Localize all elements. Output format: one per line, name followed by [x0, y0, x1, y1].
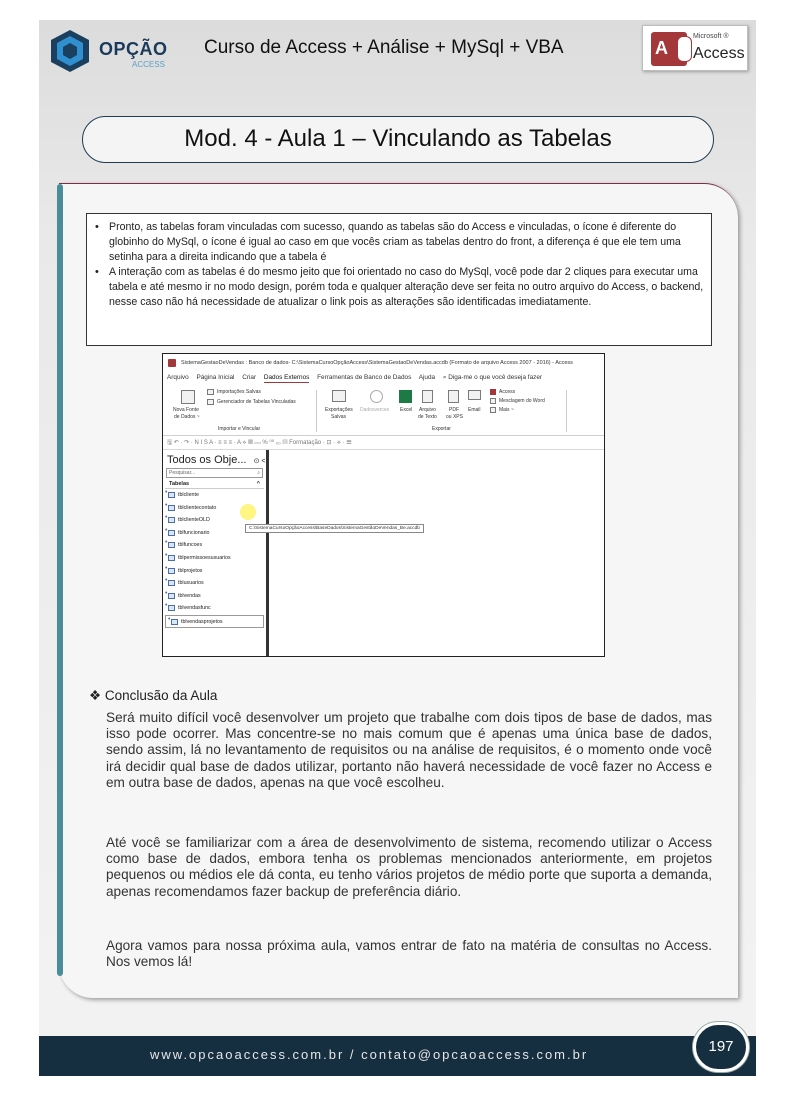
- bullet-item: • A interação com as tabelas é do mesmo jeito que foi orientado no caso do MySql, você pode dar 2 cliques para executar uma tabela e até mesmo ir no modo design, porém toda e qualquer alteração deve ser feita no outro arquivo do Access, o backend, nesse caso não há necessidade de atualizar o link pois as alterações são identificadas imediatamente.: [109, 265, 705, 310]
- search-icon[interactable]: ⌕: [257, 470, 260, 476]
- linked-table-item[interactable]: [163, 552, 266, 565]
- access-screenshot: [162, 353, 605, 657]
- de-texto-label[interactable]: de Texto: [418, 414, 437, 420]
- more-icon: [490, 407, 496, 413]
- email-icon[interactable]: [468, 390, 481, 400]
- arquivo-label[interactable]: Arquivo: [419, 407, 436, 413]
- conclusion-paragraph: Agora vamos para nossa próxima aula, vamos entrar de fato na matéria de consultas no Access. Nos vemos lá!: [106, 938, 712, 970]
- table-name: tblusuarios: [178, 580, 204, 587]
- pdf-icon[interactable]: [448, 390, 459, 403]
- conclusion-heading: ❖ Conclusão da Aula: [89, 688, 218, 703]
- page-number-badge: [693, 1022, 749, 1072]
- tab-arquivo[interactable]: Arquivo: [167, 374, 189, 381]
- linked-table-icon: [168, 593, 175, 599]
- logo-subtext: ACCESS: [132, 60, 165, 69]
- dadosvercos-label: Dadosverces: [360, 407, 390, 413]
- module-title-box: [82, 116, 714, 163]
- footer-contact: www.opcaoaccess.com.br / contato@opcaoaccess.com.br: [150, 1047, 589, 1062]
- linked-table-icon: [168, 555, 175, 561]
- page-footer: [39, 1036, 756, 1076]
- window-title: SistemaGestaoDeVendas : Banco de dados- C:\SistemaCursoOpçãoAccess\SistemaGestaoDeVendas.accdb (Formato de arquivo Access 2007 - 2016) - Access: [181, 360, 573, 366]
- linked-table-icon: [168, 542, 175, 548]
- group-export-label: Exportar: [432, 426, 451, 432]
- new-data-source-icon[interactable]: [181, 390, 195, 404]
- table-name: tblvendas: [178, 592, 201, 599]
- linked-table-icon: [168, 530, 175, 536]
- ou-xps-label[interactable]: ou XPS: [446, 414, 463, 420]
- nav-pane-title: Todos os Obje...: [167, 454, 247, 466]
- linked-table-icon: [168, 605, 175, 611]
- microsoft-label: Microsoft ®: [693, 33, 729, 40]
- tables-group-header[interactable]: [165, 478, 264, 489]
- de-dados-label[interactable]: de Dados ~: [174, 414, 200, 420]
- table-name: tblclienteOLD: [178, 517, 210, 524]
- linked-table-icon: [168, 580, 175, 586]
- saved-imports-icon: [207, 389, 214, 395]
- access-export-icon: [490, 389, 496, 395]
- module-title: Mod. 4 - Aula 1 – Vinculando as Tabelas: [184, 125, 612, 152]
- linked-table-icon: [168, 492, 175, 498]
- tab-ferramentas[interactable]: Ferramentas de Banco de Dados: [317, 374, 412, 381]
- logo: [47, 28, 177, 74]
- gerenciador-button[interactable]: Gerenciador de Tabelas Vinculadas: [217, 399, 296, 405]
- logo-hexagon-icon: [47, 28, 93, 74]
- exportacoes-label[interactable]: Exportações: [325, 407, 353, 413]
- table-name: tblcliente: [178, 492, 199, 498]
- nav-pane-controls-icon[interactable]: ⊙ <: [253, 458, 266, 465]
- linked-table-icon: [168, 517, 175, 523]
- linked-table-item[interactable]: [163, 539, 266, 552]
- linked-table-item[interactable]: [163, 565, 266, 578]
- tab-criar[interactable]: Criar: [242, 374, 257, 381]
- odbc-icon: [370, 390, 383, 403]
- nav-pane-header[interactable]: [163, 450, 266, 468]
- table-name: tblprojetos: [178, 567, 203, 574]
- linked-table-manager-icon: [207, 399, 214, 405]
- nova-fonte-label[interactable]: Nova Fonte: [173, 407, 199, 413]
- table-path-tooltip: C:\SistemaCursoOpçãoAccess\BaseDados\SistemaGestãoDeVendas_Be.accdb: [245, 524, 424, 533]
- tab-ajuda[interactable]: Ajuda: [418, 374, 436, 381]
- page-number: 197: [708, 1038, 734, 1055]
- access-label: Access: [693, 45, 745, 62]
- excel-icon[interactable]: [399, 390, 412, 403]
- email-button[interactable]: Email: [468, 407, 481, 413]
- tell-me-search[interactable]: ⌕ Diga-me o que você deseja fazer: [442, 374, 542, 381]
- access-app-icon: [651, 32, 687, 66]
- course-title: Curso de Access + Análise + MySql + VBA: [204, 37, 564, 58]
- window-titlebar: [163, 354, 604, 372]
- bullet-item: • Pronto, as tabelas foram vinculadas com sucesso, quando as tabelas são do Access e vinculadas, o ícone é diferente do globinho do MySql, o ícone é igual ao caso em que vocês criam as tabelas dentro do front, a diferença é que ele tem uma setinha para a direita indicando que a tabela é: [109, 220, 705, 265]
- mesclagem-button[interactable]: Mesclagem do Word: [499, 398, 545, 404]
- access-export-button[interactable]: Access: [499, 389, 516, 395]
- linked-table-item[interactable]: [163, 590, 266, 603]
- access-icon: [168, 359, 176, 367]
- tab-pagina-inicial[interactable]: Página Inicial: [196, 374, 235, 381]
- navigation-pane: [163, 450, 269, 657]
- cursor-highlight: [240, 504, 256, 520]
- importacoes-salvas-button[interactable]: Importações Salvas: [217, 389, 261, 395]
- bullet-notes-box: [86, 213, 712, 346]
- linked-table-item[interactable]: [163, 577, 266, 590]
- text-file-icon[interactable]: [422, 390, 433, 403]
- mais-button[interactable]: Mais ~: [499, 407, 514, 413]
- linked-table-icon: [168, 505, 175, 511]
- nav-search-placeholder: Pesquisar...: [169, 470, 196, 476]
- collapse-caret-icon[interactable]: ^: [256, 481, 260, 487]
- conclusion-paragraph: Até você se familiarizar com a área de desenvolvimento de sistema, recomendo utilizar o Access como base de dados, embora tenha os problemas mencionados anteriormente, em projetos pequenos ou médios ele dá conta, eu tenho vários projetos de médio porte que suporta a demanda, apenas recomendamos fazer backup de preferência diário.: [106, 835, 712, 899]
- linked-table-icon: [168, 568, 175, 574]
- linked-table-icon: [171, 619, 178, 625]
- logo-text: OPÇÃO: [99, 39, 168, 59]
- word-merge-icon: [490, 398, 496, 404]
- page-header: [39, 20, 756, 78]
- ribbon-tabs: [163, 372, 604, 386]
- linked-table-item[interactable]: [165, 615, 264, 628]
- card-accent-bar: [57, 184, 63, 976]
- tab-dados-externos[interactable]: Dados Externos: [263, 374, 310, 381]
- table-name: tblclientecontato: [178, 504, 217, 511]
- table-name: tblfuncionario: [178, 529, 210, 536]
- table-name: tblfuncoes: [178, 542, 203, 549]
- table-name: tblpermissoesusuarios: [178, 554, 231, 561]
- access-logo-badge: [642, 25, 748, 71]
- pdf-label[interactable]: PDF: [449, 407, 459, 413]
- ribbon: [163, 386, 604, 436]
- table-name: tblvendasprojetos: [181, 618, 223, 625]
- format-toolbar[interactable]: 🖫 ↶ · ↷ · N I S A · ≡ ≡ ≡ · A ⟡ ▦ ▭ % ⁰⁰ ₀₀ ▤ Formatação · ⊡ · ⟡ · ☰: [163, 436, 604, 450]
- salvas-label[interactable]: Salvas: [331, 414, 347, 420]
- saved-exports-icon[interactable]: [332, 390, 346, 402]
- linked-table-item[interactable]: [163, 489, 266, 502]
- nav-search-input[interactable]: [166, 468, 263, 478]
- group-import-label: Importar e Vincular: [218, 426, 261, 432]
- access-icon-letter: A: [655, 38, 668, 58]
- tables-group-label: Tabelas: [169, 481, 190, 487]
- linked-table-item[interactable]: [163, 602, 266, 615]
- table-name: tblvendasfunc: [178, 605, 211, 612]
- conclusion-paragraph: Será muito difícil você desenvolver um projeto que trabalhe com dois tipos de base de dados, mas isso pode ocorrer. Mas concentre-se no mais comum que é apenas uma única base de dados, sendo assim, lá no levantamento de requisitos ou na análise de requisitos, é o momento onde você irá decidir qual base de dados utilizar, portanto não haverá necessidade de você fazer no Access e em outra base de dados, apenas na que você escolheu.: [106, 710, 712, 790]
- excel-button[interactable]: Excel: [400, 407, 413, 413]
